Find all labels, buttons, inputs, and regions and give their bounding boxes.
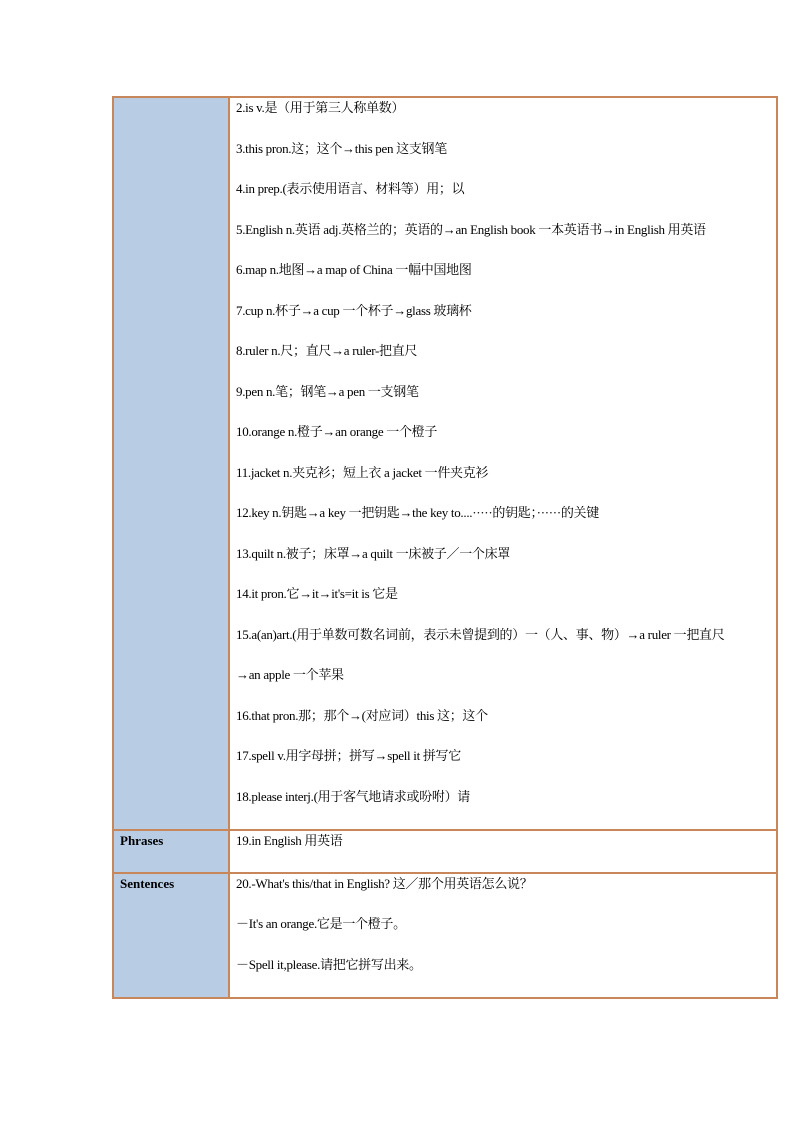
list-item: 14.it pron.它→it→it's=it is 它是 <box>236 586 398 601</box>
row-content <box>229 97 777 830</box>
list-item: 15.a(an)art.(用于单数可数名词前，表示未曾提到的）一（人、事、物）→a ruler 一把直尺 <box>236 626 725 642</box>
list-item: 9.pen n.笔；钢笔→a pen 一支钢笔 <box>236 383 419 399</box>
list-item: －It's an orange.它是一个橙子。 <box>236 916 406 931</box>
list-item: 4.in prep.(表示使用语言、材料等）用；以 <box>236 181 465 196</box>
list-item: 6.map n.地图→a map of China 一幅中国地图 <box>236 262 472 277</box>
list-item: 11.jacket n.夹克衫；短上衣 a jacket 一件夹克衫 <box>236 464 489 480</box>
row-content <box>229 830 777 873</box>
table-row-sentences <box>113 873 777 998</box>
list-item: 17.spell v.用字母拼；拼写→spell it 拼写它 <box>236 748 461 763</box>
list-item: 8.ruler n.尺；直尺→a ruler-把直尺 <box>236 343 418 358</box>
list-item: 12.key n.钥匙→a key 一把钥匙→the key to....·····的钥匙；······的关键 <box>236 505 599 520</box>
list-item: 3.this pron.这；这个→this pen 这支钢笔 <box>236 140 447 156</box>
row-label-text: Phrases <box>120 833 164 848</box>
row-content <box>229 873 777 998</box>
list-item: 19.in English 用英语 <box>236 833 343 848</box>
list-item: →an apple 一个苹果 <box>236 667 344 682</box>
vocabulary-table <box>112 96 778 999</box>
row-label <box>113 830 229 873</box>
list-item: 16.that pron.那；那个→(对应词）this 这；这个 <box>236 707 488 723</box>
list-item: －Spell it,please.请把它拼写出来。 <box>236 956 422 972</box>
list-item: 7.cup n.杯子→a cup 一个杯子→glass 玻璃杯 <box>236 302 472 318</box>
list-item: 10.orange n.橙子→an orange 一个橙子 <box>236 424 438 439</box>
list-item: 18.please interj.(用于客气地请求或吩咐）请 <box>236 788 470 804</box>
list-item: 13.quilt n.被子；床罩→a quilt 一床被子／一个床罩 <box>236 545 510 561</box>
table-row-phrases <box>113 830 777 873</box>
row-label <box>113 97 229 830</box>
row-label-text: Sentences <box>120 875 175 891</box>
table-row-words <box>113 97 777 830</box>
list-item: 5.English n.英语 adj.英格兰的；英语的→an English book 一本英语书→in English 用英语 <box>236 221 706 237</box>
list-item: 20.-What's this/that in English? 这／那个用英语怎么说？ <box>236 875 533 891</box>
row-label <box>113 873 229 998</box>
list-item: 2.is v.是（用于第三人称单数） <box>236 100 405 115</box>
